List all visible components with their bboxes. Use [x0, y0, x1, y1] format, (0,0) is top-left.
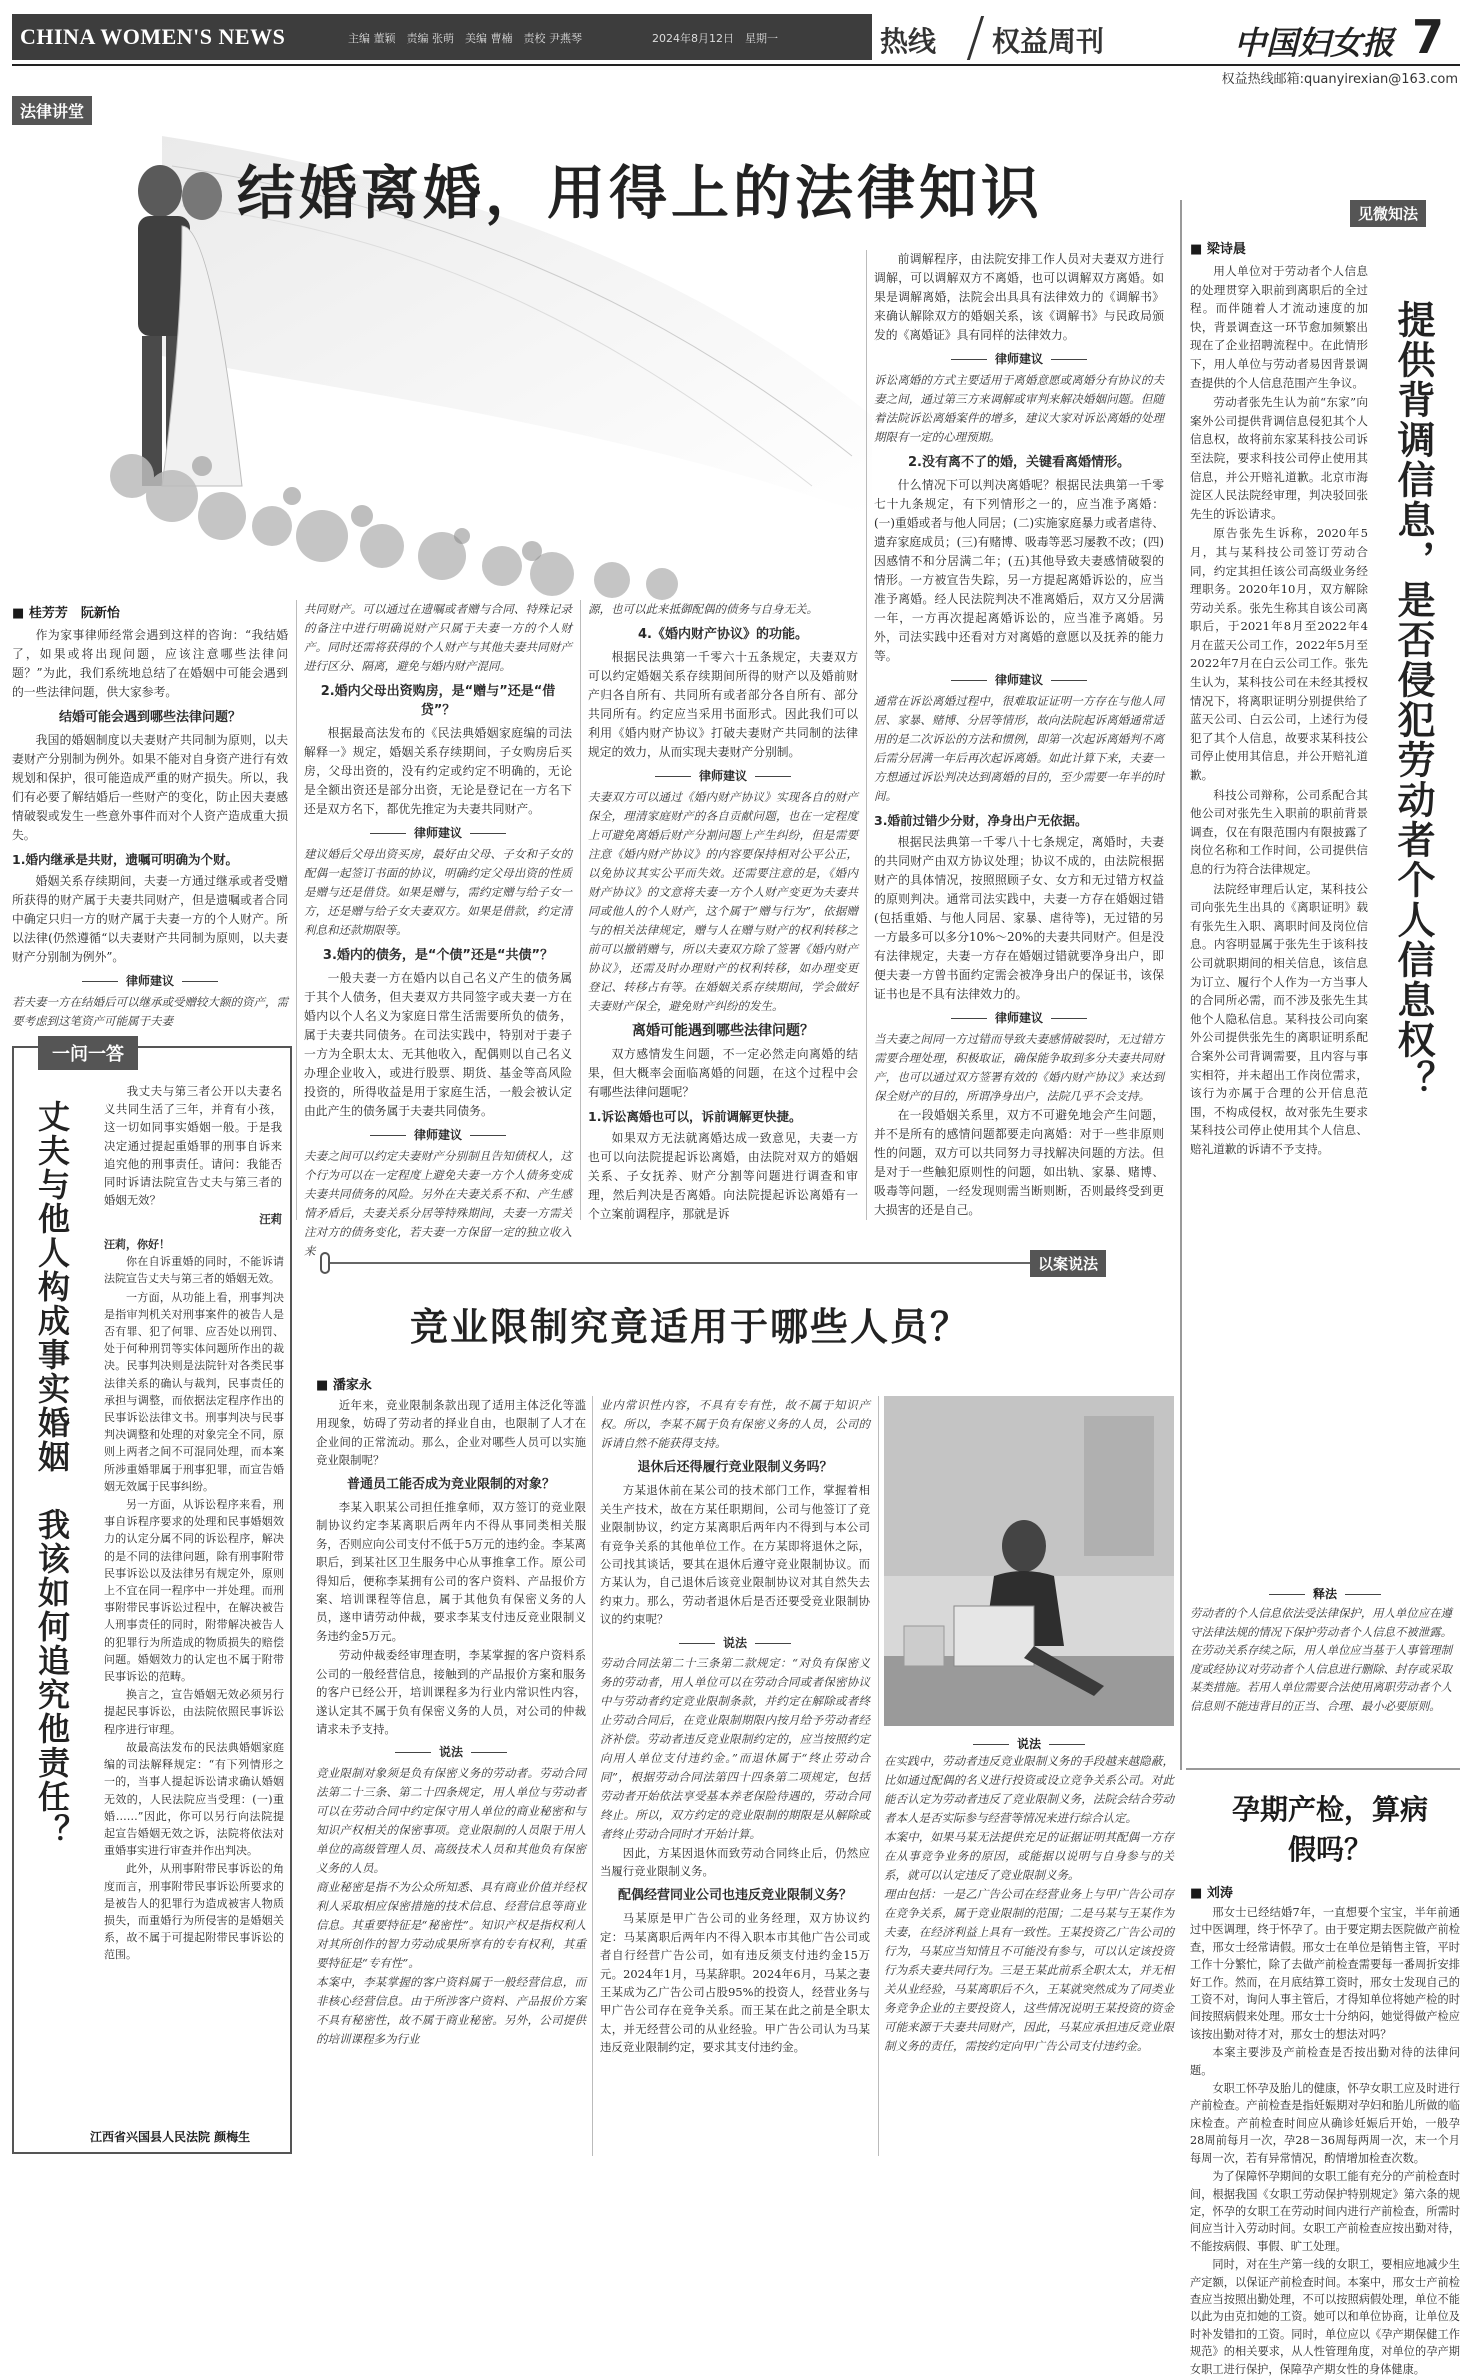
main-column-2: 共同财产。可以通过在遗嘱或者赠与合同、特殊记录的备注中进行明确说财产只属于夫妻一方的个人财产。同时还需将获得的个人财产与其他夫妻共同财产进行区分、隔离，避免与婚内财产混同。 2.婚内父母出资购房，是“赠与”还是“借贷”？ 根据最高法发布的《民法典婚姻家庭编的司法解释一》规定，婚姻关系存续期间，子女购房后买房，父母出资的，没有约定或约定不明确的，无论是全额出资还是部分出资，无论是登记在一方名下还是双方名下，都优先推定为夫妻共同财产。 律师建议 建议婚后父母出资买房，最好由父母、子女和子女的配偶一起签订书面的协议，明确约定父母出资的性质是赠与还是借贷。如果是赠与，需约定赠与给子女一方，还是赠与给子女夫妻双方。如果是借款，约定清利息和还款期限等。 3.婚内的债务，是“个债”还是“共债”？ 一般夫妻一方在婚内以自己名义产生的债务属于其个人债务，但夫妻双方共同签字或夫妻一方在婚内以个人名义为家庭日常生活需要所负的债务，属于夫妻共同债务。在司法实践中，特别对于妻子一方为全职太太、无其他收入，配偶则以自己名义办理企业收入，或进行股票、期货、基金等高风险投资的，所得收益是用于家庭生活，一般会被认定由此产生的债务属于夫妻共同债务。 律师建议 夫妻之间可以约定夫妻财产分别制且告知债权人，这个行为可以在一定程度上避免夫妻一方个人债务变成夫妻共同债务的风险。另外在夫妻关系不和、产生感情矛盾后，夫妻关系分居等特殊期间，夫妻一方需关注对方的债务变化，若夫妻一方保留一定的独立收入来 — [304, 602, 572, 1258]
main-column-4: 前调解程序，由法院安排工作人员对夫妻双方进行调解，可以调解双方不离婚，也可以调解双方离婚。如果是调解离婚，法院会出具具有法律效力的《调解书》来确认解除双方的婚姻关系，该《调解书》与民政局颁发的《离婚证》具有同样的法律效力。 律师建议 诉讼离婚的方式主要适用于离婚意愿或离婚分有协议的夫妻之间，通过第三方来调解或审判来解决婚姻问题。但随着法院诉讼离婚案件的增多，建议大家对诉讼离婚的处理期限有一定的心理预期。 2.没有离不了的婚，关键看离婚情形。 什么情况下可以判决离婚呢？根据民法典第一千零七十九条规定，有下列情形之一的，应当准予离婚：(一)重婚或者与他人同居；(二)实施家庭暴力或者虐待、遗弃家庭成员；(三)有赌博、吸毒等恶习屡教不改；(四)因感情不和分居满二年；(五)其他导致夫妻感情破裂的情形。一方被宣告失踪，另一方提起离婚诉讼的，应当准予离婚。经人民法院判决不准离婚后，双方又分居满一年，一方再次提起离婚诉讼的，应当准予离婚。另外，司法实践中还看对方对离婚的意愿以及抚养的能力等。 律师建议 通常在诉讼离婚过程中，很难取证证明一方存在与他人同居、家暴、赌博、分居等情形，故向法院起诉离婚通常适用的是二次诉讼的方法和惯例，即第一次起诉离婚判不离后需分居满一年后再次起诉离婚。如此计算下来，夫妻一方想通过诉讼判决达到离婚的目的，至少需要一年半的时间。 3.婚前过错少分财，净身出户无依据。 根据民法典第一千零八十七条规定，离婚时，夫妻的共同财产由双方协议处理；协议不成的，由法院根据财产的具体情况，按照照顾子女、女方和无过错方权益的原则判决。通常司法实践中，夫妻一方存在婚姻过错(包括重婚、与他人同居、家暴、虐待等)，无过错的另一方最多可以多分10%～20%的夫妻共同财产。但是没有法律规定，夫妻一方存在婚姻过错就要净身出户，即便夫妻一方曾书面约定需会被净身出户的保证书，该保证书也是不具有法律效力的。 律师建议 当夫妻之间同一方过错而导致夫妻感情破裂时，无过错方需要合理处理，积极取证，确保能争取到多分夫妻共同财产，也可以通过双方签署有效的《婚内财产协议》来达到保全财产的目的，所谓净身出户，法院几乎不会支持。 在一段婚姻关系里，双方不可避免地会产生问题，并不是所有的感情问题都要走向离婚：对于一些非原则性的问题，双方可以共同努力寻找解决问题的方法。但是对于一些触犯原则性的问题，如出轨、家暴、赌博、吸毒等问题，一经发现则需当断则断，否则最终受到更大损害的还是自己。 — [874, 252, 1164, 1217]
qa-headline: 丈夫与他人构成事实婚姻 我该如何追究他责任？ — [33, 1100, 71, 1848]
qa-answer: 汪莉，你好！ 你在自诉重婚的同时，不能诉请法院宣告丈夫与第三者的婚姻无效。 一方面，从功能上看，刑事判决是指审判机关对刑事案件的被告人是否有罪、犯了何罪、应否处以刑罚、处于何种刑罚等实体问题所作出的裁决。民事判决则是法院针对各类民事法律关系的确认与裁判，民事责任的承担与调整，而依据法定程序作出的民事诉讼法律文书。刑事判决与民事判决调整和处理的对象完全不同，原则上两者之间不可混同处理，而本案所涉重婚罪属于刑事犯罪，而宣告婚姻无效属于民事纠纷。 另一方面，从诉讼程序来看，刑事自诉程序要求的处理和民事婚姻效力的认定分属不同的诉讼程序，解决的是不同的法律问题，除有刑事附带民事诉讼以及法律另有规定外，原则上不宜在同一程序中一并处理。而刑事附带民事诉讼过程中，在解决被告人刑事责任的同时，附带解决被告人的犯罪行为所造成的物质损失的赔偿问题。婚姻效力的认定也不属于附带民事诉讼的范畴。 换言之，宣告婚姻无效必须另行提起民事诉讼，由法院依照民事诉讼程序进行审理。 故最高法发布的民法典婚姻家庭编的司法解释规定：“有下列情形之一的，当事人提起诉讼请求确认婚姻无效的，人民法院应当受理：(一)重婚……”因此，你可以另行向法院提起宣告婚姻无效之诉，法院将依法对重婚事实进行审查并作出判决。 此外，从刑事附带民事诉讼的角度而言，刑事附带民事诉讼所要求的是被告人的犯罪行为造成被害人物质损失，而重婚行为所侵害的是婚姻关系，故不属于可提起附带民事诉讼的范围。 — [104, 1238, 284, 1962]
qa-signature: 江西省兴国县人民法院 颜梅生 — [90, 2130, 251, 2144]
subhead: 4.《婚内财产协议》的功能。 — [638, 627, 808, 642]
subhead: 离婚可能遇到哪些法律问题？ — [632, 1023, 814, 1039]
subhead: 3.婚内的债务，是“个债”还是“共债”？ — [322, 948, 554, 963]
qa-question: 我丈夫与第三者公开以夫妻名义共同生活了三年，并育有小孩，这一切如同事实婚姻一般。于是我决定通过提起重婚罪的刑事自诉来追究他的刑事责任。请问：我能否同时诉请法院宣告丈夫与第三者的婚姻无效？ 汪莉 — [104, 1082, 282, 1232]
ns-column-2: 业内常识性内容，不具有专有性，故不属于知识产权。所以，李某不属于负有保密义务的人员，公司的诉请自然不能获得支持。 退休后还得履行竞业限制义务吗？ 方某退休前在某公司的技术部门工作，掌握着相关生产技术，故在方某任职期间，公司与他签订了竞业限制协议，约定方某离职后两年内不得到与本公司有竞争关系的其他单位工作。在方某即将退休之际，公司找其谈话，要其在退休后遵守竞业限制协议。而方某认为，自己退休后该竞业限制协议对其自然失去约束力。那么，劳动者退休后是否还要受竞业限制协议的约束呢？ 说法 劳动合同法第二十三条第二款规定：“对负有保密义务的劳动者，用人单位可以在劳动合同或者保密协议中与劳动者约定竞业限制条款，并约定在解除或者终止劳动合同后，在竞业限制期限内按月给予劳动者经济补偿。劳动者违反竞业限制约定的，应当按照约定向用人单位支付违约金。”而退休属于“终止劳动合同”，根据劳动合同法第四十四条第二项规定，包括劳动者开始依法享受基本养老保险待遇的，劳动合同终止。所以，双方约定的竞业限制的期限是从解除或者终止劳动合同时才开始计算。 因此，方某因退休而致劳动合同终止后，仍然应当履行竞业限制义务。 配偶经营同业公司也违反竞业限制义务？ 马某原是甲广告公司的业务经理，双方协议约定：马某离职后两年内不得入职本市其他广告公司或者自行经营广告公司，如有违反须支付违约金15万元。2024年1月，马某辞职。2024年6月，马某之妻王某成为乙广告公司占股95%的投资人，经营业务与甲广告公司存在竞争关系。而王某在此之前是全职太太，并无经营公司的从业经验。甲广告公司认为马某违反竞业限制约定，要求其支付违约金。 — [600, 1398, 870, 2055]
article-photo — [884, 1396, 1174, 1726]
subhead: 结婚可能会遇到哪些法律问题？ — [58, 710, 241, 725]
note-heading: 释法 — [1190, 1585, 1460, 1602]
ns-analysis-heading: 说法 — [884, 1735, 1174, 1752]
rc-note: 释法 劳动者的个人信息依法受法律保护，用人单位应在遵守法律法规的情况下保护劳动者个人信息不被泄露。在劳动关系存续之际，用人单位应当基于人事管理制度或经协议对劳动者个人信息进行删除、封存或采取某类措施。若用人单位需要合法使用离职劳动者个人信息则不能违背目的正当、合理、最小必要原则。 — [1190, 1580, 1460, 1716]
main-column-3: 源，也可以此来抵御配偶的债务与自身无关。 4.《婚内财产协议》的功能。 根据民法典第一千零六十五条规定，夫妻双方可以约定婚姻关系存续期间所得的财产以及婚前财产归各自所有、共同所有或者部分各自所有、部分共同所有。约定应当采用书面形式。因此我们可以利用《婚内财产协议》打破夫妻财产共同制的法律规定的效力，从而实现夫妻财产分别制。 律师建议 夫妻双方可以通过《婚内财产协议》实现各自的财产保全，理清家庭财产的各自贡献问题，也在一定程度上可避免离婚后财产分割问题上产生纠纷，但是需要注意《婚内财产协议》的内容要保持相对公平公正，以免协议其实公平而失效。还需要注意的是，《婚内财产协议》的文意将夫妻一方个人财产变更为夫妻共同或他人的个人财产，这个属于“赠与行为”，依据赠与的相关法律规定，赠与人在赠与财产的权利转移之前可以撤销赠与，所以夫妻双方除了签署《婚内财产协议》，还需及时办理财产的权利转移，如办理变更登记、转移占有等。在婚姻关系存续期间，学会做好夫妻财产保全，避免财产纠纷的发生。 离婚可能遇到哪些法律问题？ 双方感情发生问题，不一定必然走向离婚的结果，但大概率会面临离婚的问题，在这个过程中会有哪些法律问题呢？ 1.诉讼离婚也可以，诉前调解更快捷。 如果双方无法就离婚达成一致意见，夫妻一方也可以向法院提起诉讼离婚，由法院对双方的婚姻关系、子女抚养、财产分割等问题进行调查和审理，然后判决是否离婚。向法院提起诉讼离婚有一个立案前调程序，那就是诉 — [588, 602, 858, 1221]
main-byline: ■ 桂芳芳 阮新怡 — [12, 602, 120, 621]
pq-byline: ■ 刘涛 — [1190, 1882, 1233, 1901]
main-column-1: 作为家事律师经常会遇到这样的咨询：“我结婚了，如果或将出现问题，应该注意哪些法律问题？”为此，我们系统地总结了在婚姻中可能会遇到的一些法律问题，供大家参考。 结婚可能会遇到哪些法律问题？ 我国的婚姻制度以夫妻财产共同制为原则，以夫妻财产分别制为例外。如果不能对自身资产进行有效规划和保护，很可能造成严重的财产损失。所以，我们有必要了解结婚后一些财产的变化，防止因夫妻感情破裂或发生一些意外事件而对个人资产造成重大损失。 1.婚内继承是共财，遗嘱可明确为个财。 婚姻关系存续期间，夫妻一方通过继承或者受赠所获得的财产属于夫妻共同财产，但是遗嘱或者合同中确定只归一方的财产属于夫妻一方的个人财产。所以法律(仍然遵循“以夫妻财产共同制为原则，以夫妻财产分别制为例外”。 律师建议 若夫妻一方在结婚后可以继承或受赠较大额的资产，需要考虑到这笔资产可能属于夫妻 — [12, 628, 288, 1028]
column-tag-qa: 一问一答 — [38, 1036, 138, 1070]
ns-byline: ■ 潘家永 — [316, 1374, 372, 1393]
ns-headline: 竞业限制究竟适用于哪些人员？ — [410, 1304, 971, 1349]
ns-column-3: 在实践中，劳动者违反竞业限制义务的手段越来越隐蔽，比如通过配偶的名义进行投资或设立竞争关系公司。对此能否认定为劳动者违反了竞业限制义务，法院会结合劳动者本人是否实际参与经营等情况来进行综合认定。 本案中，如果马某无法提供充足的证据证明其配偶一方存在从事竞争业务的原因，或能据以说明与自身参与的关系，就可以认定违反了竞业限制义务。 理由包括：一是乙广告公司在经营业务上与甲广告公司存在竞争关系，属于竞业限制的范围；二是马某与王某作为夫妻，在经济利益上具有一致性。王某投资乙广告公司的行为，马某应当知情且不可能没有参与，可以认定该投资行为系夫妻共同行为。三是王某此前系全职太太，并无相关从业经验，马某离职后不久，王某就突然成为了同类业务竞争企业的主要投资人，这些情况说明王某投资的资金可能来源于夫妻共同财产，因此，马某应承担违反竞业限制义务的责任，需按约定向甲广告公司支付违约金。 — [884, 1754, 1174, 2053]
page-number: 7 — [1412, 10, 1445, 64]
column-tag-case: 以案说法 — [1030, 1250, 1106, 1277]
subhead: 2.婚内父母出资购房，是“赠与”还是“借贷”？ — [320, 684, 556, 718]
right-rule — [1180, 200, 1182, 1770]
hotline-label: 热线 — [880, 25, 937, 58]
masthead-bar — [12, 10, 1460, 64]
column-tag-insight: 见微知法 — [1350, 200, 1426, 227]
subhead: 1.诉讼离婚也可以，诉前调解更快捷。 — [588, 1109, 802, 1124]
subhead: 3.婚前过错少分财，净身出户无依据。 — [874, 813, 1088, 828]
paper-name-en: CHINA WOMEN'S NEWS — [20, 24, 286, 49]
subhead: 配偶经营同业公司也违反竞业限制义务？ — [617, 1887, 852, 1903]
header-rule — [12, 64, 1460, 66]
qa-asker: 汪莉 — [259, 1212, 282, 1227]
paper-name-cn: 中国妇女报 — [1234, 25, 1395, 61]
staff-credits: 主编 董颖 责编 张萌 美编 曹楠 责校 尹燕琴 — [348, 32, 582, 45]
hotline-email: 权益热线邮箱:quanyirexian@163.com — [1221, 72, 1458, 87]
rc-body: 用人单位对于劳动者个人信息的处理贯穿入职前到离职后的全过程。而伴随着人才流动速度的加快，背景调查这一环节愈加频繁出现在了企业招聘流程中。在此情形下，用人单位与劳动者易因背景调查提供的个人信息范围产生争议。 劳动者张先生认为前“东家”向案外公司提供背调信息侵犯其个人信息权，故将前东家某科技公司诉至法院，要求科技公司停止使用其信息，并公开赔礼道歉。北京市海淀区人民法院经审理，判决驳回张先生的诉讼请求。 原告张先生诉称，2020年5月，其与某科技公司签订劳动合同，约定其担任该公司高级业务经理职务。2020年10月，双方解除劳动关系。张先生称其自该公司离职后，于2021年8月至2022年4月在蓝天公司工作，2022年5月至2022年7月在白云公司工作。张先生认为，某科技公司在未经其授权情况下，将离职证明分别提供给了蓝天公司、白云公司，上述行为侵犯了其个人信息，故要求某科技公司停止使用其信息，并公开赔礼道歉。 科技公司辩称，公司系配合其他公司对张先生入职前的职前背景调查，仅在有限范围内有限披露了岗位名称和工作时间，公司提供信息的行为符合法律规定。 法院经审理后认定，某科技公司向张先生出具的《离职证明》载有张先生入职、离职时间及岗位信息。内容明显属于张先生于该科技公司就职期间的相关信息，该信息为订立、履行个人作为一方当事人的合同所必需，而不涉及张先生其他个人隐私信息。某科技公司向案外公司提供张先生的离职证明系配合案外公司背调需要，且内容与事实相符，并未超出工作岗位需求，该行为亦属于合理的公开信息范围，不构成侵权，故对张先生要求某科技公司停止使用其个人信息、赔礼道歉的诉请不予支持。 — [1190, 264, 1368, 1156]
rc-headline: 提供背调信息，是否侵犯劳动者个人信息权？ — [1391, 300, 1435, 1100]
lawyer-advice-heading: 律师建议 — [12, 972, 288, 991]
subhead: 2.没有离不了的婚，关键看离婚情形。 — [908, 455, 1130, 470]
main-headline: 结婚离婚，用得上的法律知识 — [237, 159, 1044, 227]
rc-byline: ■ 梁诗晨 — [1190, 238, 1246, 257]
section-name: 权益周刊 — [992, 25, 1105, 58]
issue-date: 2024年8月12日 星期一 — [652, 32, 778, 45]
quote-mark — [320, 1252, 330, 1274]
column-tag-law-lecture: 法律讲堂 — [12, 96, 92, 125]
pq-body: 邢女士已经结婚7年，一直想要个宝宝，半年前通过中医调理，终于怀孕了。由于要定期去医院做产前检查，邢女士经常请假。邢女士在单位是销售主管，平时工作十分繁忙，除了去做产前检查需要每一番周折安排好工作。然而，在月底结算工资时，邢女士发现自己的工资不对，询问人事主管后，才得知单位将她产检的时间按照病假来处理。邢女士十分纳闷，她觉得做产检应该按出勤对待才对，那女士的想法对吗？ 本案主要涉及产前检查是否按出勤对待的法律问题。 女职工怀孕及胎儿的健康，怀孕女职工应及时进行产前检查。产前检查是指妊娠期对孕妇和胎儿所做的临床检查。产前检查时间应从确诊妊娠后开始，一般孕28周前每月一次，孕28－36周每两周一次，末一个月每周一次，若有异常情况，酌情增加检查次数。 为了保障怀孕期间的女职工能有充分的产前检查时间，根据我国《女职工劳动保护特别规定》第六条的规定，怀孕的女职工在劳动时间内进行产前检查，所需时间应当计入劳动时间。女职工产前检查应按出勤对待，不能按病假、事假、旷工处理。 同时，对在生产第一线的女职工，要相应地减少生产定额，以保证产前检查时间。本案中，邢女士产前检查应当按照出勤处理，不可以按照病假处理，单位不能以此为由克扣她的工资。她可以和单位协商，让单位及时补发错扣的工资。同时，单位应以《孕产期保健工作规范》的相关要求，从人性管理角度，对单位的孕产期女职工进行保护，保障孕产期女性的身体健康。 — [1190, 1906, 1460, 2376]
subhead: 普通员工能否成为竞业限制的对象？ — [346, 1476, 555, 1492]
subhead: 1.婚内继承是共财，遗嘱可明确为个财。 — [12, 852, 238, 867]
ns-column-1: 近年来，竞业限制条款出现了适用主体泛化等滥用现象，妨碍了劳动者的择业自由，也限制了人才在企业间的正常流动。那么，企业对哪些人员可以实施竞业限制呢？ 普通员工能否成为竞业限制的对象？ 李某入职某公司担任推拿师，双方签订的竞业限制协议约定李某离职后两年内不得从事同类相关服务，否则应向公司支付不低于5万元的违约金。李某离职后，到某社区卫生服务中心从事推拿工作。原公司得知后，便称李某拥有公司的客户资料、产品报价方案、培训课程等信息，属于其他负有保密义务的人员，遂申请劳动仲裁，要求李某支付违反竞业限制义务违约金5万元。 劳动仲裁委经审理查明，李某掌握的客户资料系公司的一般经营信息，接触到的产品报价方案和服务的客户已经公开，培训课程多为行业内常识性内容，遂认定其不属于负有保密义务的人员，对公司的仲裁请求未予支持。 说法 竞业限制对象须是负有保密义务的劳动者。劳动合同法第二十三条、第二十四条规定，用人单位与劳动者可以在劳动合同中约定保守用人单位的商业秘密和与知识产权相关的保密事项。竞业限制的人员限于用人单位的高级管理人员、高级技术人员和其他负有保密义务的人员。 商业秘密是指不为公众所知悉、具有商业价值并经权利人采取相应保密措施的技术信息、经营信息等商业信息。其重要特征是“秘密性”。知识产权是指权利人对其所创作的智力劳动成果所享有的专有权利，其重要特征是“专有性”。 本案中，李某掌握的客户资料属于一般经营信息，而非核心经营信息。由于所涉客户资料、产品报价方案不具有秘密性，故不属于商业秘密。另外，公司提供的培训课程多为行业 — [316, 1398, 586, 2046]
subhead: 退休后还得履行竞业限制义务吗？ — [637, 1460, 833, 1475]
pq-headline: 孕期产检，算病假吗？ — [1231, 1793, 1428, 1866]
